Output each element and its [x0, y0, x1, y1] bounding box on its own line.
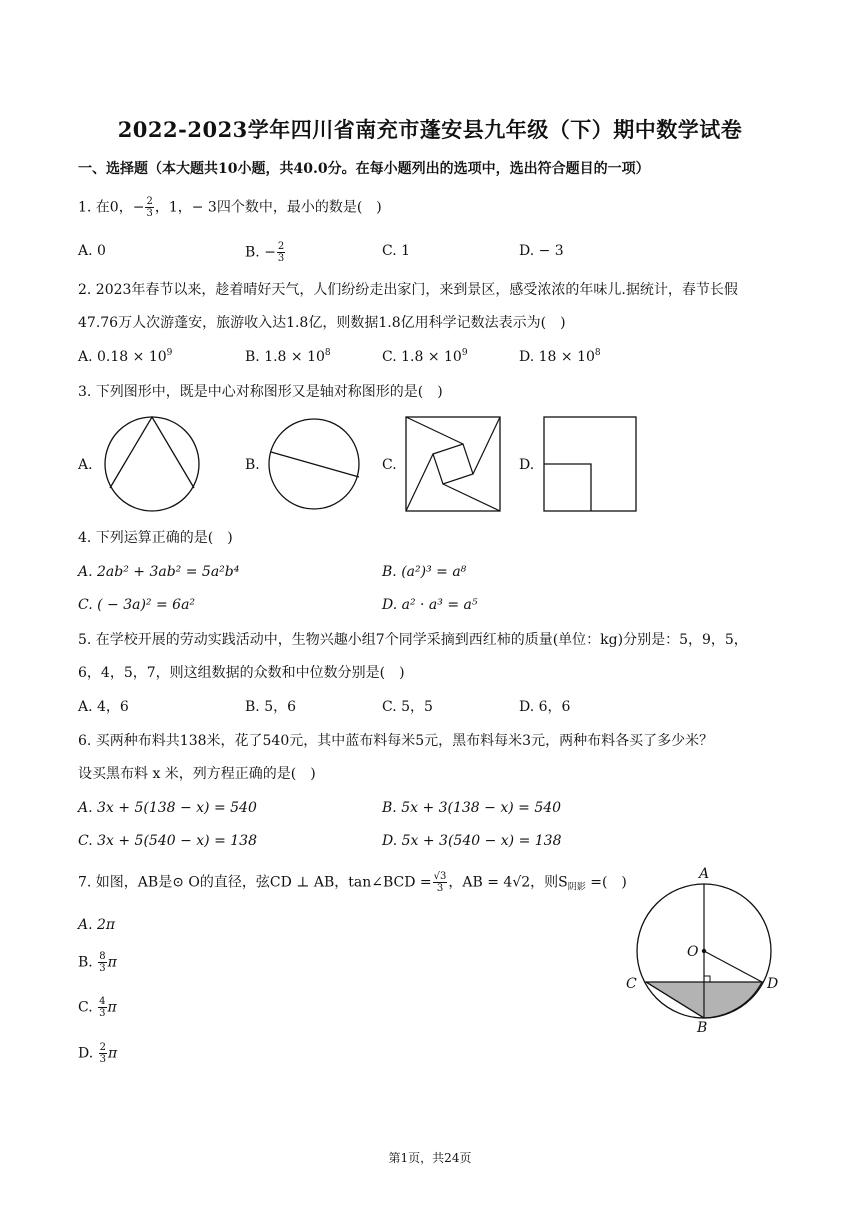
q3-option-b-label: B.: [245, 457, 260, 473]
q5-option-c: C. 5，5: [382, 699, 433, 715]
q5-option-a: A. 4，6: [78, 699, 129, 715]
question-6-line-2: 设买黑布料 x 米，列方程正确的是( ): [78, 766, 316, 782]
page-footer: 第1页，共24页: [388, 1151, 472, 1165]
q6-option-c: C. 3x + 5(540 − x) = 138: [78, 833, 257, 849]
q7-option-a: A. 2π: [78, 917, 116, 933]
q5-option-d: D. 6，6: [519, 699, 571, 715]
question-7-stem: 7. 如图，AB是⊙ O的直径，弦CD ⊥ AB，tan∠BCD = $\frac{√3}{3}$ ，AB = 4√2，则$S_{阴影}$ =( ): [78, 871, 627, 894]
question-2-line-2: 47.76万人次游蓬安，旅游收入达1.8亿，则数据1.8亿用科学记数法表示为( ): [78, 315, 566, 331]
figure-label-o: O: [687, 944, 699, 960]
q2-option-d: D. $18 \times 10^8$: [519, 348, 601, 365]
q6-option-a: A. 3x + 5(138 − x) = 540: [78, 800, 257, 816]
q1-option-d: D. − 3: [519, 243, 564, 259]
figure-label-d: D: [767, 976, 779, 992]
q6-option-b: B. 5x + 3(138 − x) = 540: [382, 800, 562, 816]
question-3-stem: 3. 下列图形中，既是中心对称图形又是轴对称图形的是( ): [78, 384, 443, 400]
q2-option-c: C. $1.8 \times 10^9$: [382, 348, 468, 365]
q1-option-b: B. − $\frac{2}{3}$: [245, 241, 285, 264]
q6-option-d: D. 5x + 3(540 − x) = 138: [382, 833, 562, 849]
figure-label-b: B: [697, 1020, 708, 1036]
q4-option-d: D. a² · a³ = a⁵: [382, 597, 478, 613]
question-5-line-1: 5. 在学校开展的劳动实践活动中，生物兴趣小组7个同学采摘到西红柿的质量(单位：kg)分别是：5，9，5，: [78, 632, 748, 648]
q7-option-b: B. $\frac{8}{3}$ π: [78, 951, 117, 974]
q3-figure-c-square-pinwheel: [405, 416, 502, 513]
q4-option-a: A. 2ab² + 3ab² = 5a²b⁴: [78, 564, 240, 580]
question-1-stem: 1. 在0，− $\frac{2}{3}$ ，1，− 3四个数中，最小的数是( ): [78, 196, 382, 219]
q3-figure-a-circle-triangle: [100, 415, 204, 513]
q2-option-a: A. $0.18 \times 10^9$: [78, 348, 173, 365]
section-heading: 一、选择题（本大题共10小题，共40.0分。在每小题列出的选项中，选出符合题目的一项）: [78, 161, 650, 177]
figure-label-c: C: [626, 976, 637, 992]
q4-option-b: B. (a²)³ = a⁸: [382, 564, 467, 580]
fraction: $\frac{2}{3}$: [146, 196, 153, 219]
question-4-stem: 4. 下列运算正确的是( ): [78, 530, 233, 546]
q1-option-c: C. 1: [382, 243, 411, 259]
q3-option-d-label: D.: [519, 457, 535, 473]
q1-option-a: A. 0: [78, 243, 106, 259]
question-2-line-1: 2. 2023年春节以来，趁着晴好天气，人们纷纷走出家门，来到景区，感受浓浓的年味儿.据统计，春节长假: [78, 282, 738, 298]
q7-option-c: C. $\frac{4}{3}$ π: [78, 996, 117, 1019]
q5-option-b: B. 5，6: [245, 699, 297, 715]
figure-label-a: A: [699, 866, 710, 882]
page-title: 2022-2023学年四川省南充市蓬安县九年级（下）期中数学试卷: [117, 117, 743, 142]
q3-option-a-label: A.: [78, 457, 93, 473]
q3-figure-d-square-corner: [543, 416, 638, 513]
question-6-line-1: 6. 买两种布料共138米，花了540元，其中蓝布料每米5元，黑布料每米3元，两种布料各买了多少米？: [78, 733, 714, 749]
q7-option-d: D. $\frac{2}{3}$ π: [78, 1042, 118, 1065]
q4-option-c: C. ( − 3a)² = 6a²: [78, 597, 196, 613]
q3-figure-b-circle-chord: [266, 418, 364, 512]
q2-option-b: B. $1.8 \times 10^8$: [245, 348, 331, 365]
question-5-line-2: 6，4，5，7，则这组数据的众数和中位数分别是( ): [78, 665, 405, 681]
q3-option-c-label: C.: [382, 457, 397, 473]
q7-circle-figure: [636, 884, 772, 1020]
